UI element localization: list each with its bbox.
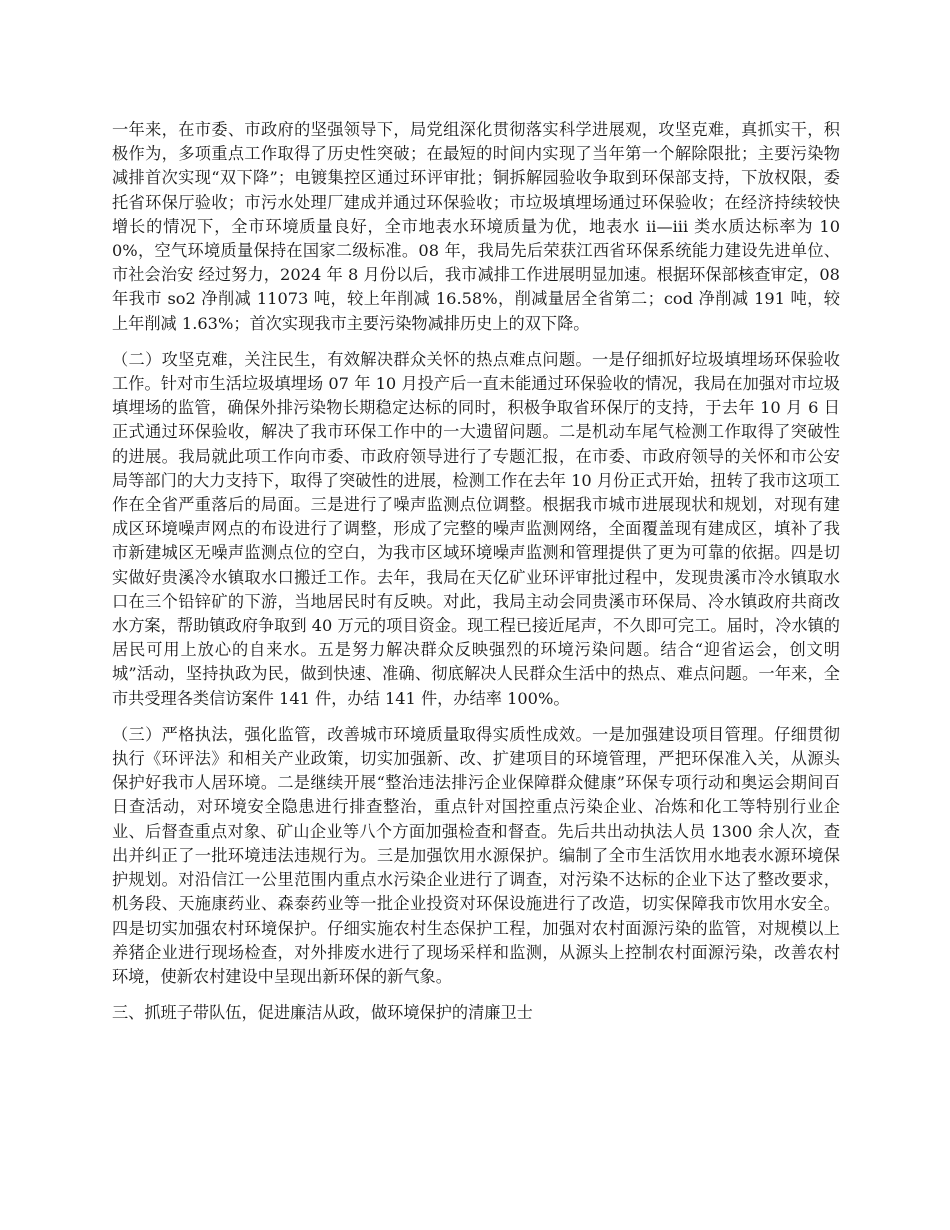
paragraph-law-enforcement: （三）严格执法，强化监管，改善城市环境质量取得实质性成效。一是加强建设项目管理。仔细贯彻执行《环评法》和相关产业政策，切实加强新、改、扩建项目的环境管理，严把环保准入关，从源头保护好我市人居环境。二是继续开展“整治违法排污企业保障群众健康”环保专项行动和奥运会期间百日查活动，对环境安全隐患进行排查整治，重点针对国控重点污染企业、冶炼和化工等特别行业企业、后督查重点对象、矿山企业等八个方面加强检查和督查。先后共出动执法人员 1300 余人次，查出并纠正了一批环境违法违规行为。三是加强饮用水源保护。编制了全市生活饮用水地表水源环境保护规划。对沿信江一公里范围内重点水污染企业进行了调查，对污染不达标的企业下达了整改要求，机务段、天施康药业、森泰药业等一批企业投资对环保设施进行了改造，切实保障我市饮用水安全。四是切实加强农村环境保护。仔细实施农村生态保护工程，加强对农村面源污染的监管，对规模以上养猪企业进行现场检查，对外排废水进行了现场采样和监测，从源头上控制农村面源污染，改善农村环境，使新农村建设中呈现出新环保的新气象。 <box>112 724 840 986</box>
paragraph-annual-summary: 一年来，在市委、市政府的坚强领导下，局党组深化贯彻落实科学进展观，攻坚克难，真抓实干，积极作为，多项重点工作取得了历史性突破；在最短的时间内实现了当年第一个解除限批；主要污染物减排首次实现“双下降”；电镀集控区通过环评审批；铜拆解园验收争取到环保部支持，下放权限，委托省环保厅验收；市污水处理厂建成并通过环保验收；市垃圾填埋场通过环保验收；在经济持续较快增长的情况下，全市环境质量良好，全市地表水环境质量为优，地表水 ii—iii 类水质达标率为 100%，空气环境质量保持在国家二级标准。08 年，我局先后荣获江西省环保系统能力建设先进单位、市社会治安 经过努力，2024 年 8 月份以后，我市减排工作进展明显加速。根据环保部核查审定，08 年我市 so2 净削减 11073 吨，较上年削减 16.58%，削减量居全省第二；cod 净削减 191 吨，较上年削减 1.63%；首次实现我市主要污染物减排历史上的双下降。 <box>112 120 840 333</box>
document-body <box>112 118 840 1025</box>
paragraph-people-livelihood: （二）攻坚克难，关注民生，有效解决群众关怀的热点难点问题。一是仔细抓好垃圾填埋场环保验收工作。针对市生活垃圾填埋场 07 年 10 月投产后一直未能通过环保验收的情况，我局在加强对市垃圾填埋场的监管，确保外排污染物长期稳定达标的同时，积极争取省环保厅的支持，于去年 10 月 6 日正式通过环保验收，解决了我市环保工作中的一大遗留问题。二是机动车尾气检测工作取得了突破性的进展。我局就此项工作向市委、市政府领导进行了专题汇报，在市委、市政府领导的关怀和市公安局等部门的大力支持下，取得了突破性的进展，检测工作在去年 10 月份正式开始，扭转了我市这项工作在全省严重落后的局面。三是进行了噪声监测点位调整。根据我市城市进展现状和规划，对现有建成区环境噪声网点的布设进行了调整，形成了完整的噪声监测网络，全面覆盖现有建成区，填补了我市新建城区无噪声监测点位的空白，为我市区域环境噪声监测和管理提供了更为可靠的依据。四是切实做好贵溪冷水镇取水口搬迁工作。去年，我局在天亿矿业环评审批过程中，发现贵溪市冷水镇取水口在三个铅锌矿的下游，当地居民时有反映。对此，我局主动会同贵溪市环保局、冷水镇政府共商改水方案，帮助镇政府争取到 40 万元的项目资金。现工程已接近尾声，不久即可完工。届时，冷水镇的居民可用上放心的自来水。五是努力解决群众反映强烈的环境污染问题。结合“迎省运会，创文明城”活动，坚持执政为民，做到快速、准确、彻底解决人民群众生活中的热点、难点问题。一年来，全市共受理各类信访案件 141 件，办结 141 件，办结率 100%。 <box>112 349 840 708</box>
section-heading: 三、抓班子带队伍，促进廉洁从政，做环境保护的清廉卫士 <box>112 1003 533 1023</box>
